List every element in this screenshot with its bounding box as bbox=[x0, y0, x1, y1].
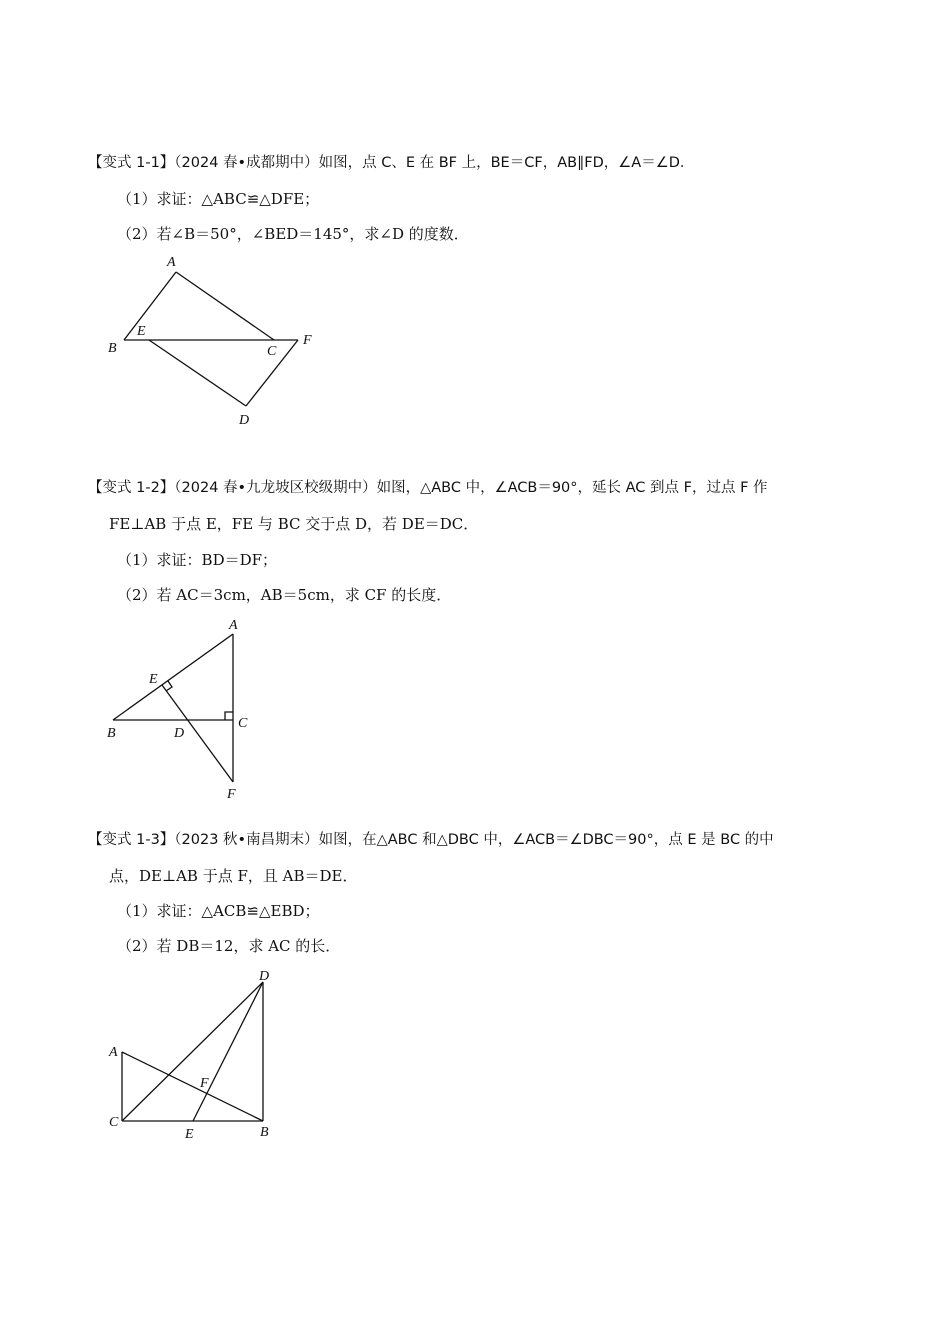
label-b: B bbox=[108, 341, 117, 356]
problem-2-header: 【变式 1-2】（2024 春•九龙坡区校级期中）如图，△ABC 中，∠ACB＝90°，延长 AC 到点 F，过点 F 作 bbox=[88, 480, 768, 496]
label-a: A bbox=[167, 255, 176, 270]
segment-cd bbox=[122, 982, 263, 1121]
problem-2-part-1: （1）求证：BD＝DF； bbox=[117, 551, 278, 569]
label-e: E bbox=[149, 672, 158, 687]
problem-3-header: 【变式 1-3】（2023 秋•南昌期末）如图，在△ABC 和△DBC 中，∠ACB＝∠DBC＝90°，点 E 是 BC 的中 bbox=[88, 832, 774, 848]
label-b: B bbox=[107, 726, 116, 741]
problem-1-part-1: （1）求证：△ABC≌△DFE； bbox=[117, 190, 320, 208]
label-f: F bbox=[303, 333, 312, 348]
label-e: E bbox=[185, 1127, 194, 1142]
label-f: F bbox=[227, 787, 236, 802]
label-e: E bbox=[137, 324, 146, 339]
segment-ab bbox=[122, 1052, 263, 1121]
label-d: D bbox=[174, 726, 185, 741]
label-c: C bbox=[267, 344, 277, 359]
problem-2-line-2: FE⊥AB 于点 E，FE 与 BC 交于点 D，若 DE＝DC． bbox=[109, 515, 479, 533]
problem-2-part-2: （2）若 AC＝3cm，AB＝5cm，求 CF 的长度． bbox=[117, 586, 452, 604]
label-d: D bbox=[239, 413, 250, 428]
segment-ed bbox=[193, 982, 263, 1121]
problem-3-line-2: 点，DE⊥AB 于点 F，且 AB＝DE． bbox=[109, 867, 358, 885]
label-a: A bbox=[229, 618, 238, 633]
label-f: F bbox=[200, 1076, 209, 1091]
label-c: C bbox=[238, 716, 248, 731]
problem-3-part-2: （2）若 DB＝12，求 AC 的长． bbox=[117, 937, 341, 955]
label-b: B bbox=[260, 1125, 269, 1140]
label-c: C bbox=[109, 1115, 119, 1130]
label-d: D bbox=[259, 969, 270, 984]
problem-1-header: 【变式 1-1】（2024 春•成都期中）如图，点 C、E 在 BF 上，BE＝CF，AB∥FD，∠A＝∠D． bbox=[88, 155, 695, 171]
problem-3-part-1: （1）求证：△ACB≌△EBD； bbox=[117, 902, 320, 920]
problem-1-part-2: （2）若∠B＝50°，∠BED＝145°，求∠D 的度数． bbox=[117, 225, 469, 243]
label-a: A bbox=[109, 1045, 118, 1060]
